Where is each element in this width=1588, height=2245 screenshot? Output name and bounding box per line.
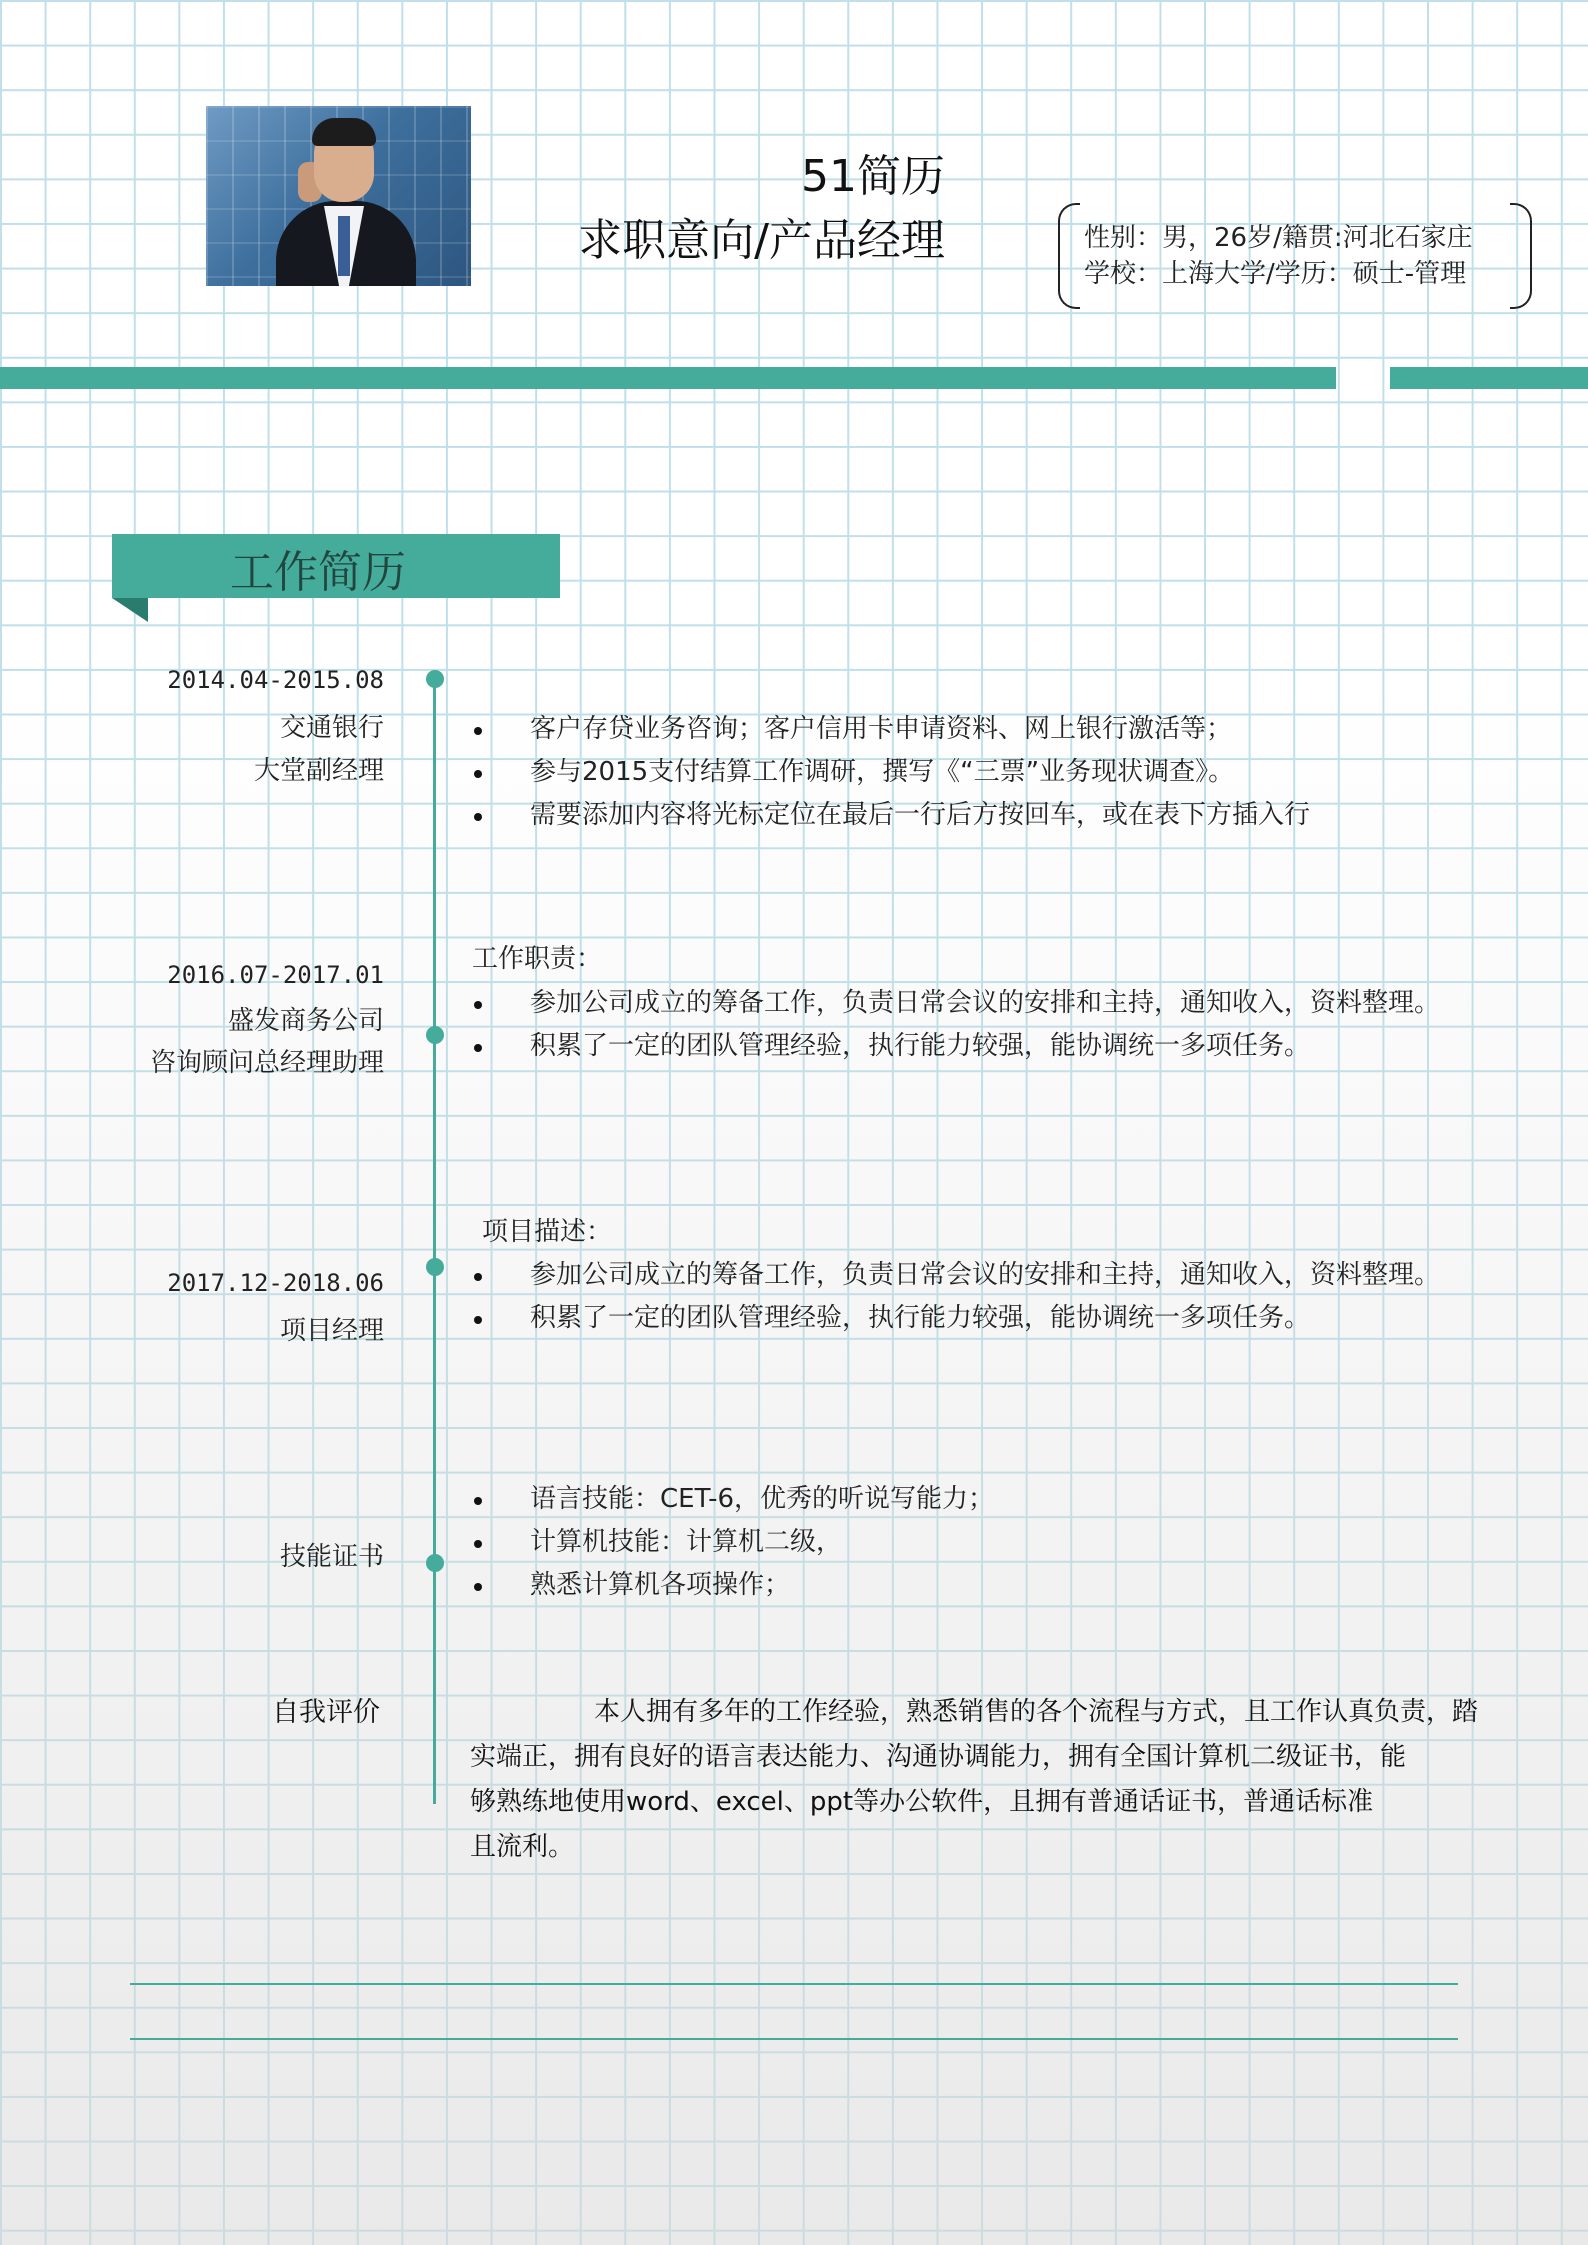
job-date: 2014.04-2015.08 xyxy=(167,666,384,694)
skills-label: 技能证书 xyxy=(279,1542,384,1572)
resume-name: 51简历 xyxy=(801,151,945,202)
self-eval-line: 实端正，拥有良好的语言表达能力、沟通协调能力，拥有全国计算机二级证书，能 xyxy=(470,1742,1407,1772)
section-title: 工作简历 xyxy=(230,547,406,598)
list-item: 参加公司成立的筹备工作，负责日常会议的安排和主持，通知收入，资料整理。 xyxy=(470,982,1440,1025)
job-bullets xyxy=(470,1254,1440,1340)
footer-divider xyxy=(130,2038,1458,2040)
job-intention: 求职意向/产品经理 xyxy=(578,215,945,266)
job-bullets xyxy=(470,708,1310,837)
list-item: 熟悉计算机各项操作； xyxy=(470,1564,994,1607)
list-item: 参与2015支付结算工作调研，撰写《“三票”业务现状调查》。 xyxy=(470,751,1310,794)
list-item: 语言技能：CET-6，优秀的听说写能力； xyxy=(470,1478,994,1521)
header-divider-bar-short xyxy=(1390,367,1588,389)
right-bracket xyxy=(1510,203,1532,309)
list-item: 参加公司成立的筹备工作，负责日常会议的安排和主持，通知收入，资料整理。 xyxy=(470,1254,1440,1297)
self-eval-line: 够熟练地使用word、excel、ppt等办公软件，且拥有普通话证书，普通话标准 xyxy=(470,1787,1374,1817)
self-eval-label: 自我评价 xyxy=(272,1697,380,1728)
job-position: 咨询顾问总经理助理 xyxy=(149,1048,384,1078)
job-subhead: 项目描述： xyxy=(482,1217,613,1247)
job-bullets xyxy=(470,982,1440,1068)
list-item: 积累了一定的团队管理经验，执行能力较强，能协调统一多项任务。 xyxy=(470,1025,1440,1068)
list-item: 客户存贷业务咨询；客户信用卡申请资料、网上银行激活等； xyxy=(470,708,1310,751)
info-gender-origin: 性别：男，26岁/籍贯:河北石家庄 xyxy=(1084,223,1473,253)
job-date: 2016.07-2017.01 xyxy=(167,961,384,989)
left-bracket xyxy=(1058,203,1080,309)
footer-divider xyxy=(130,1983,1458,1985)
list-item: 需要添加内容将光标定位在最后一行后方按回车，或在表下方插入行 xyxy=(470,794,1310,837)
self-eval-line: 且流利。 xyxy=(470,1832,575,1862)
job-company: 交通银行 xyxy=(279,713,384,743)
job-subhead: 工作职责： xyxy=(472,944,603,974)
job-company: 盛发商务公司 xyxy=(227,1006,384,1036)
header-divider-bar xyxy=(0,367,1336,389)
list-item: 计算机技能：计算机二级， xyxy=(470,1521,994,1564)
job-date: 2017.12-2018.06 xyxy=(167,1269,384,1297)
profile-photo xyxy=(206,106,471,286)
skills-bullets xyxy=(470,1478,994,1607)
info-school-degree: 学校：上海大学/学历：硕士-管理 xyxy=(1084,259,1467,289)
timeline-line xyxy=(433,678,436,1804)
timeline-dot xyxy=(426,1258,444,1276)
timeline-dot xyxy=(426,1026,444,1044)
ribbon-fold xyxy=(112,598,148,622)
timeline-dot xyxy=(426,670,444,688)
timeline-dot xyxy=(426,1554,444,1572)
list-item: 积累了一定的团队管理经验，执行能力较强，能协调统一多项任务。 xyxy=(470,1297,1440,1340)
job-position: 大堂副经理 xyxy=(253,756,384,786)
self-eval-line: 本人拥有多年的工作经验，熟悉销售的各个流程与方式，且工作认真负责，踏 xyxy=(594,1697,1479,1727)
personal-info-box xyxy=(1058,203,1532,309)
self-eval-text xyxy=(470,1690,1510,1870)
job-position: 项目经理 xyxy=(279,1316,384,1346)
